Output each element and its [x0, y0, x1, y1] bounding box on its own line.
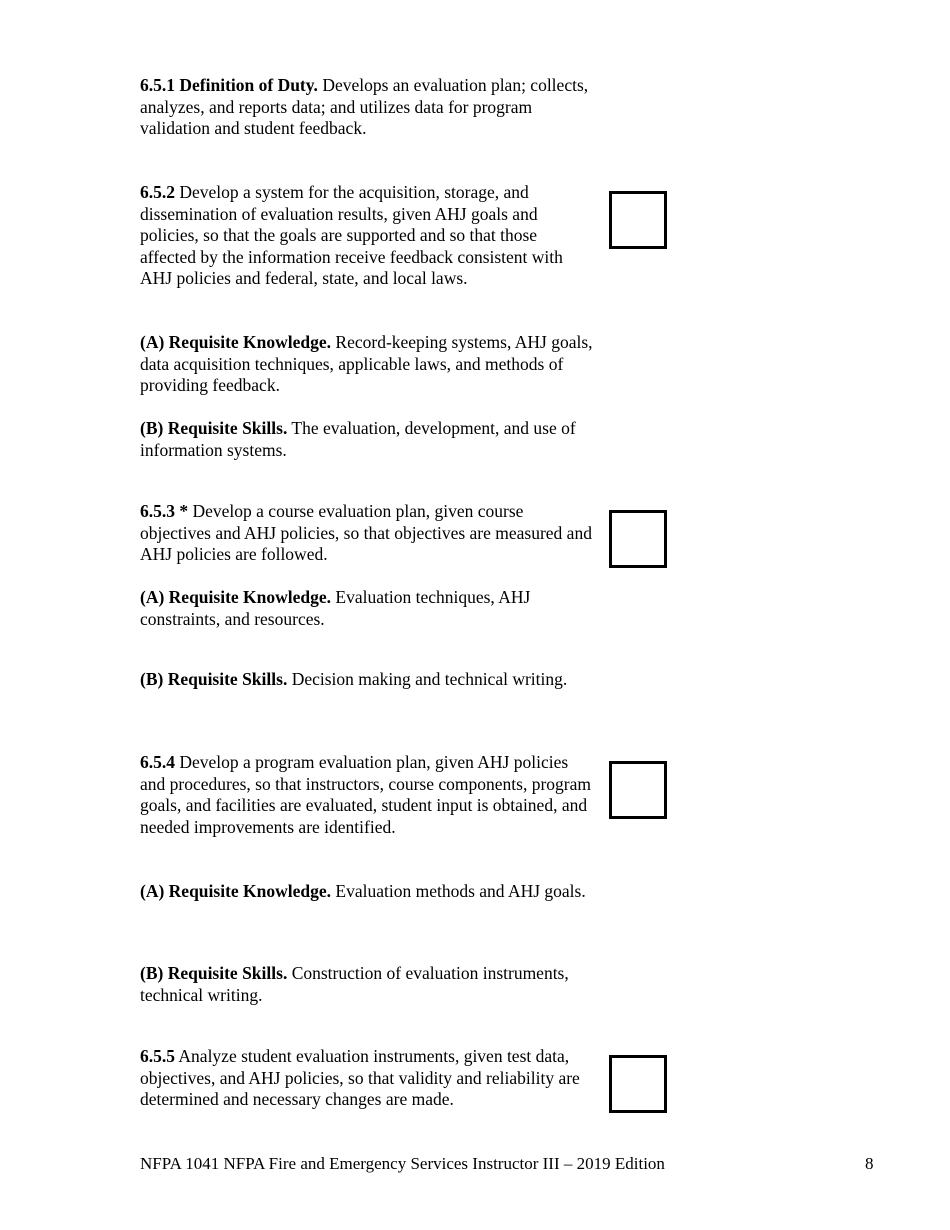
- requisite-knowledge-6-5-4: [140, 881, 595, 903]
- requisite-knowledge-6-5-3: [140, 587, 595, 630]
- requisite-knowledge-6-5-2: [140, 332, 595, 397]
- knowledge-text: Evaluation methods and AHJ goals.: [331, 881, 586, 901]
- knowledge-label: (A) Requisite Knowledge.: [140, 881, 332, 901]
- requisite-skills-6-5-3: [140, 669, 595, 691]
- footer-title: NFPA 1041 NFPA Fire and Emergency Services Instructor III – 2019 Edition: [140, 1154, 665, 1173]
- section-text: Analyze student evaluation instruments, given test data, objectives, and AHJ policies, so that validity and reliability are determined and necessary changes are made.: [140, 1046, 580, 1109]
- section-6-5-5: [140, 1046, 595, 1111]
- checkbox-6-5-4[interactable]: [609, 761, 667, 819]
- section-text: Develops an evaluation plan; collects, analyzes, and reports data; and utilizes data for program validation and student feedback.: [140, 75, 589, 138]
- page-number: 8: [865, 1154, 874, 1173]
- section-6-5-4: [140, 752, 595, 838]
- section-text: Develop a course evaluation plan, given course objectives and AHJ policies, so that objectives are measured and AHJ policies are followed.: [140, 501, 592, 564]
- section-text: Develop a program evaluation plan, given AHJ policies and procedures, so that instructors, course components, program goals, and facilities are evaluated, student input is obtained, and needed improvements are identified.: [140, 752, 591, 837]
- section-label: 6.5.1 Definition of Duty.: [140, 75, 318, 95]
- section-6-5-1: [140, 75, 595, 140]
- section-6-5-2: [140, 182, 595, 290]
- section-text: Develop a system for the acquisition, storage, and dissemination of evaluation results, given AHJ goals and policies, so that the goals are supported and so that those affected by the information receive feedback consistent with AHJ policies and federal, state, and local laws.: [140, 182, 563, 288]
- skills-label: (B) Requisite Skills.: [140, 963, 288, 983]
- skills-text: The evaluation, development, and use of information systems.: [140, 418, 576, 460]
- checkbox-6-5-3[interactable]: [609, 510, 667, 568]
- knowledge-label: (A) Requisite Knowledge.: [140, 587, 332, 607]
- section-label: 6.5.5: [140, 1046, 175, 1066]
- checkbox-6-5-5[interactable]: [609, 1055, 667, 1113]
- knowledge-text: Record-keeping systems, AHJ goals, data acquisition techniques, applicable laws, and methods of providing feedback.: [140, 332, 593, 395]
- knowledge-text: Evaluation techniques, AHJ constraints, and resources.: [140, 587, 531, 629]
- skills-label: (B) Requisite Skills.: [140, 418, 288, 438]
- skills-text: Decision making and technical writing.: [287, 669, 568, 689]
- skills-label: (B) Requisite Skills.: [140, 669, 288, 689]
- knowledge-label: (A) Requisite Knowledge.: [140, 332, 332, 352]
- section-label: 6.5.3 *: [140, 501, 189, 521]
- requisite-skills-6-5-2: [140, 418, 595, 461]
- section-label: 6.5.4: [140, 752, 175, 772]
- section-6-5-3: [140, 501, 595, 566]
- requisite-skills-6-5-4: [140, 963, 595, 1006]
- skills-text: Construction of evaluation instruments, technical writing.: [140, 963, 569, 1005]
- section-label: 6.5.2: [140, 182, 175, 202]
- checkbox-6-5-2[interactable]: [609, 191, 667, 249]
